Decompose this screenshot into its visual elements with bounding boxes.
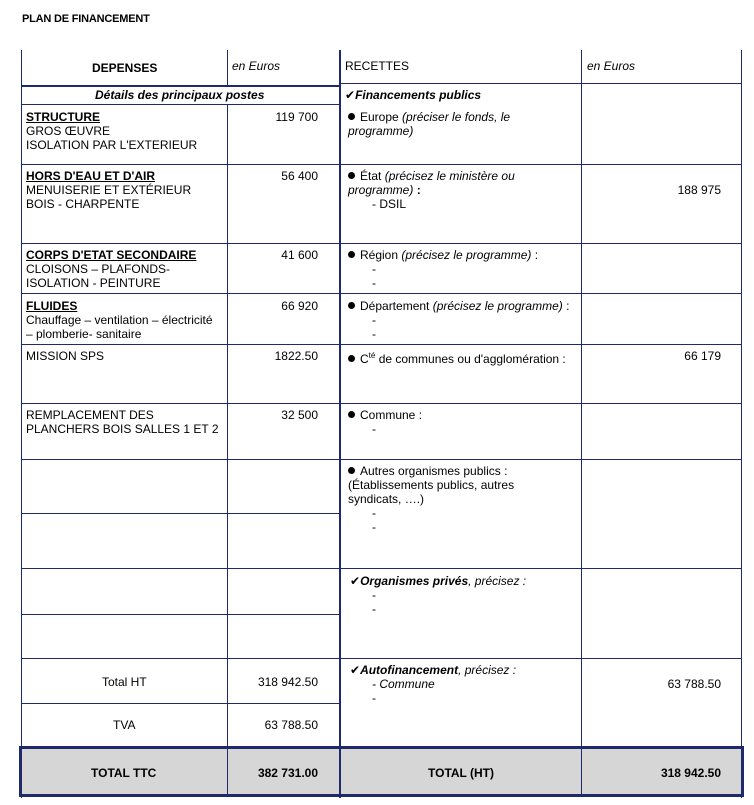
row-line [340, 403, 742, 404]
dash: - [372, 313, 376, 327]
expense-category: STRUCTURE [26, 110, 100, 124]
row-line [340, 344, 742, 345]
total-ht-right-value: 318 942.50 [660, 766, 721, 780]
checkmark-icon: ✔ [345, 88, 356, 102]
cc-sup: té [368, 351, 376, 360]
departement-note: (précisez le programme) [432, 299, 563, 313]
details-label: Détails des principaux postes [95, 88, 265, 102]
bullet-icon [348, 113, 355, 120]
total-ttc-value: 382 731.00 [257, 766, 318, 780]
etat-amount: 188 975 [677, 183, 721, 197]
bullet-icon [348, 355, 355, 362]
col-line [227, 104, 228, 748]
expense-category: HORS D'EAU ET D'AIR [26, 169, 156, 183]
row-line [21, 243, 340, 244]
prives-label: Organismes privés [360, 574, 469, 588]
region-label: Région [360, 248, 399, 262]
auto-rest: , précisez : [458, 663, 517, 677]
row-line [340, 83, 742, 84]
expense-category: FLUIDES [26, 299, 78, 313]
header-en-euros-left: en Euros [232, 59, 281, 73]
bullet-icon [348, 467, 355, 474]
expense-line: GROS ŒUVRE [26, 124, 111, 138]
row-line [21, 403, 340, 404]
expense-line: Chauffage – ventilation – électricité [26, 313, 213, 327]
recette-region [348, 248, 538, 262]
row-line [21, 164, 340, 165]
etat-note: (précisez le ministère ou [384, 169, 515, 183]
commune-label: Commune : [360, 408, 423, 422]
departement-label: Département [360, 299, 430, 313]
dash: - [372, 602, 376, 616]
dash: - [372, 327, 376, 341]
table-border-right [741, 50, 742, 798]
dash: - [372, 276, 376, 290]
row-line [340, 658, 742, 659]
table-border-left [21, 50, 22, 798]
total-ht-label: Total HT [102, 675, 147, 689]
tva-label: TVA [113, 718, 136, 732]
row-line [340, 293, 742, 294]
expense-corps-etat [26, 248, 196, 290]
auto-item: - Commune [372, 677, 435, 691]
recette-prives [350, 574, 526, 588]
bullet-icon [348, 302, 355, 309]
row-line [21, 344, 340, 345]
dash: - [372, 506, 376, 520]
expense-fluides [26, 299, 213, 341]
col-line [581, 748, 582, 796]
europe-note: (préciser le fonds, le [402, 110, 511, 124]
expense-line: MENUISERIE ET EXTÉRIEUR [26, 183, 192, 197]
expense-line: – plomberie- sanitaire [26, 327, 142, 341]
recette-europe [348, 110, 510, 138]
recette-etat [348, 169, 515, 211]
recette-autres [348, 464, 514, 506]
dash: - [372, 588, 376, 602]
total-ht-right-label: TOTAL (HT) [428, 766, 494, 780]
dash: - [372, 520, 376, 534]
row-line [21, 459, 340, 460]
expense-amount: 32 500 [281, 408, 318, 422]
row-line [340, 568, 742, 569]
dash: - [372, 691, 376, 705]
expense-line: REMPLACEMENT DES [26, 408, 154, 422]
expense-remplacement [26, 408, 219, 436]
row-line [21, 614, 340, 615]
etat-note: programme) [348, 183, 414, 197]
etat-colon: : [416, 183, 421, 197]
cc-label: de communes ou d'agglomération : [378, 352, 566, 366]
col-line-middle [339, 50, 341, 798]
bullet-icon [348, 411, 355, 418]
etat-item: - DSIL [372, 197, 407, 211]
total-row-bottom-border [19, 794, 744, 797]
region-note: (précisez le programme) [401, 248, 532, 262]
expense-structure [26, 110, 197, 152]
region-colon: : [534, 248, 539, 262]
col-line [227, 50, 228, 85]
auto-amount: 63 788.50 [667, 677, 721, 691]
autres-label: Autres organismes publics : [360, 464, 508, 478]
autres-note: syndicats, ….) [348, 492, 425, 506]
expense-amount: 66 920 [281, 299, 318, 313]
row-line [21, 513, 340, 514]
expense-line: ISOLATION - PEINTURE [26, 276, 161, 290]
row-line [21, 104, 340, 105]
col-line [581, 50, 582, 748]
dash: - [372, 422, 376, 436]
expense-line: ISOLATION PAR L'EXTERIEUR [26, 138, 198, 152]
header-depenses: DEPENSES [92, 61, 158, 75]
total-ht-value: 318 942.50 [257, 675, 318, 689]
checkmark-icon: ✔ [350, 574, 361, 588]
row-line [21, 703, 340, 704]
financements-publics [345, 88, 481, 102]
recette-departement [348, 299, 569, 313]
bullet-icon [348, 172, 355, 179]
row-line [21, 658, 340, 659]
total-row-top-border [19, 746, 744, 749]
checkmark-icon: ✔ [350, 663, 361, 677]
expense-category: CORPS D'ETAT SECONDAIRE [26, 248, 197, 262]
expense-line: CLOISONS – PLAFONDS- [26, 262, 171, 276]
row-line [340, 243, 742, 244]
total-row-left-border [19, 746, 22, 797]
recette-autofinancement [350, 663, 516, 691]
expense-amount: 41 600 [281, 248, 318, 262]
col-line [227, 748, 228, 796]
expense-amount: 1822.50 [274, 349, 318, 363]
financements-publics-label: Financements publics [355, 88, 482, 102]
expense-mission-sps: MISSION SPS [26, 349, 105, 363]
prives-rest: , précisez : [468, 574, 527, 588]
row-line [21, 293, 340, 294]
europe-note: programme) [348, 124, 414, 138]
recette-commune [348, 408, 422, 422]
row-line [21, 568, 340, 569]
recette-communaute [348, 349, 566, 366]
europe-label: Europe [360, 110, 399, 124]
header-en-euros-right: en Euros [587, 59, 636, 73]
expense-amount: 56 400 [281, 169, 318, 183]
expense-amount: 119 700 [275, 110, 318, 124]
page-title: PLAN DE FINANCEMENT [22, 13, 150, 25]
cc-amount: 66 179 [684, 349, 721, 363]
autres-note: (Établissements publics, autres [348, 478, 515, 492]
etat-label: État [360, 169, 382, 183]
header-recettes: RECETTES [345, 59, 410, 73]
row-line [340, 164, 742, 165]
row-line [21, 85, 340, 87]
expense-line: PLANCHERS BOIS SALLES 1 ET 2 [26, 422, 219, 436]
auto-label: Autofinancement [360, 663, 459, 677]
expense-line: BOIS - CHARPENTE [26, 197, 140, 211]
dash: - [372, 262, 376, 276]
tva-value: 63 788.50 [264, 718, 318, 732]
bullet-icon [348, 251, 355, 258]
row-line [340, 459, 742, 460]
total-ttc-label: TOTAL TTC [91, 766, 157, 780]
cc-prefix: C [360, 352, 369, 366]
total-row-right-border [741, 746, 744, 797]
departement-colon: : [566, 299, 570, 313]
expense-hors-eau [26, 169, 191, 211]
